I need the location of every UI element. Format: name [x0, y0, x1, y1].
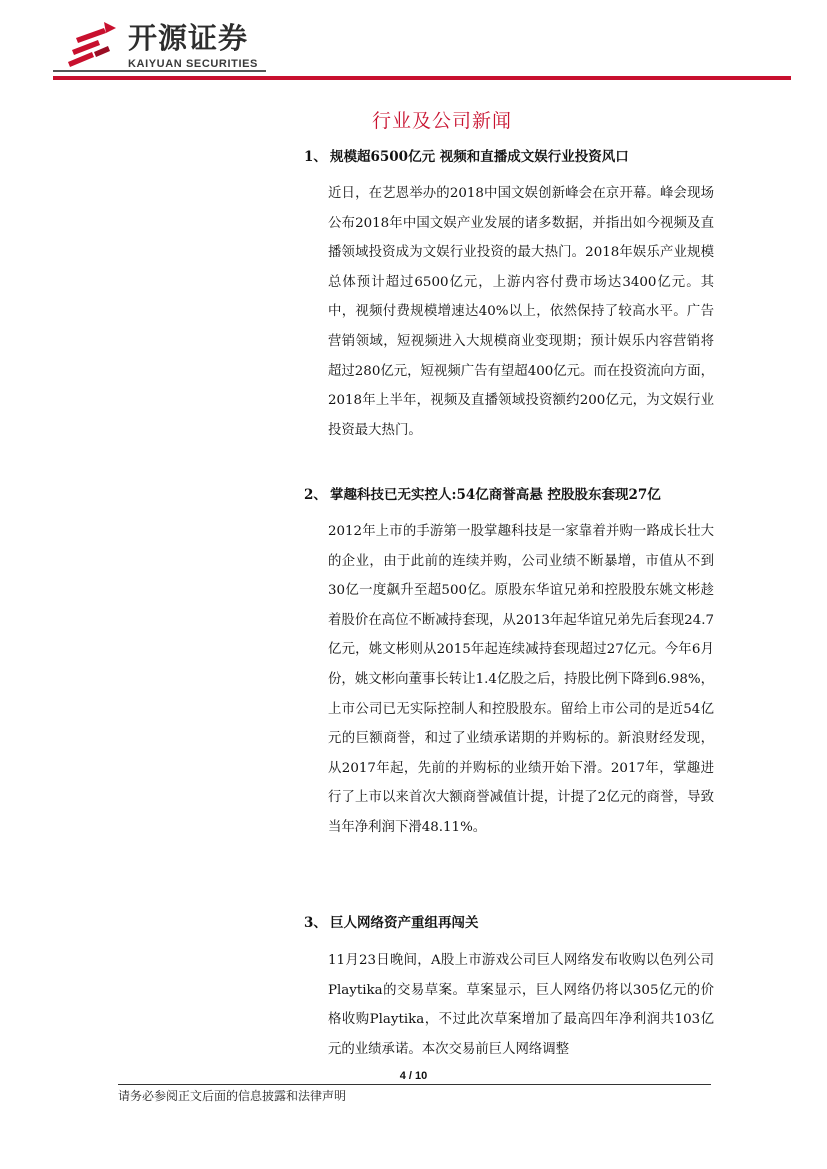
news-title: 巨人网络资产重组再闯关 [330, 915, 479, 931]
kaiyuan-logo-icon [64, 22, 120, 68]
company-logo [64, 20, 264, 72]
news-number: 1、 [304, 149, 327, 165]
news-title: 规模超6500亿元 视频和直播成文娱行业投资风口 [330, 149, 629, 165]
page-number: 4 / 10 [399, 1070, 428, 1082]
section-title: 行业及公司新闻 [372, 110, 513, 132]
news-title: 掌趣科技已无实控人:54亿商誉高悬 控股股东套现27亿 [330, 487, 661, 503]
news-number: 3、 [304, 915, 327, 931]
logo-chinese-name: 开源证券 [128, 21, 249, 55]
news-heading-2 [304, 485, 661, 505]
header-divider-dark [53, 70, 266, 72]
news-body-1: 近日，在艺恩举办的2018中国文娱创新峰会在京开幕。峰会现场公布2018年中国文娱产业发展的诸多数据，并指出如今视频及直播领域投资成为文娱行业投资的最大热门。2018年娱乐产业规模总体预计超过6500亿元，上游内容付费市场达3400亿元。其中，视频付费规模增速达40%以上，依然保持了较高水平。广告营销领域，短视频进入大规模商业变现期；预计娱乐内容营销将超过280亿元，短视频广告有望超400亿元。而在投资流向方面，2018年上半年，视频及直播领域投资额约200亿元，为文娱行业投资最大热门。 [328, 186, 714, 438]
news-body-2: 2012年上市的手游第一股掌趣科技是一家靠着并购一路成长壮大的企业，由于此前的连续并购，公司业绩不断暴增，市值从不到30亿一度飙升至超500亿。原股东华谊兄弟和控股股东姚文彬趁着股价在高位不断减持套现，从2013年起华谊兄弟先后套现24.7亿元，姚文彬则从2015年起连续减持套现超过27亿元。今年6月份，姚文彬向董事长转让1.4亿股之后，持股比例下降到6.98%，上市公司已无实际控制人和控股股东。留给上市公司的是近54亿元的巨额商誉，和过了业绩承诺期的并购标的。新浪财经发现，从2017年起，先前的并购标的业绩开始下滑。2017年，掌趣进行了上市以来首次大额商誉减值计提，计提了2亿元的商誉，导致当年净利润下滑48.11%。 [328, 524, 714, 835]
news-heading-3 [304, 913, 479, 933]
footer-disclaimer: 请务必参阅正文后面的信息披露和法律声明 [118, 1089, 347, 1103]
header-divider-red [53, 76, 791, 80]
news-body-3: 11月23日晚间，A股上市游戏公司巨人网络发布收购以色列公司Playtika的交易草案。草案显示，巨人网络仍将以305亿元的价格收购Playtika，不过此次草案增加了最高四年净利润共103亿元的业绩承诺。本次交易前巨人网络调整 [328, 953, 714, 1057]
news-heading-1 [304, 147, 629, 167]
news-number: 2、 [304, 487, 327, 503]
footer-divider [118, 1084, 711, 1085]
logo-english-name: KAIYUAN SECURITIES [128, 58, 258, 70]
